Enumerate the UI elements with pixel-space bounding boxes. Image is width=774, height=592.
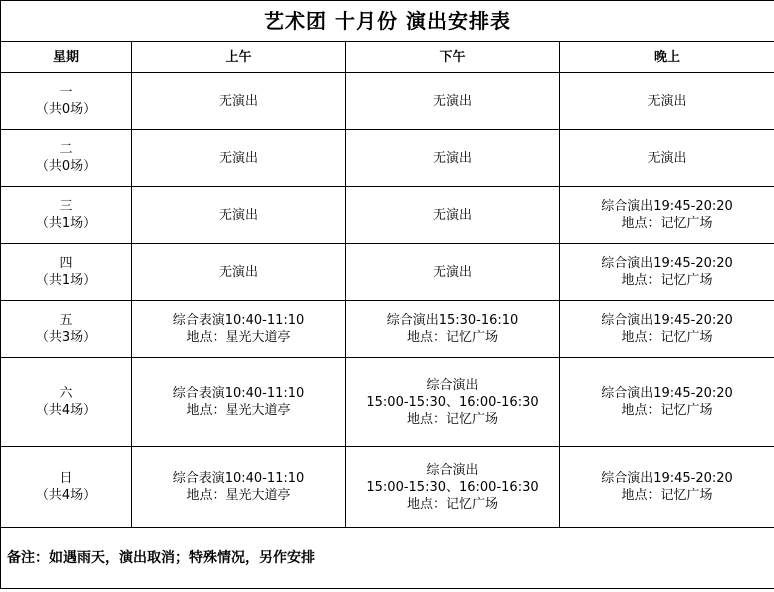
table-row [1,301,774,358]
header-evening: 晚上 [560,42,774,73]
afternoon-cell [346,301,560,358]
table-row [1,73,774,130]
morning-cell [132,187,346,244]
day-label: 二 [59,142,73,157]
day-cell [1,244,132,301]
afternoon-cell [346,187,560,244]
show-count: （共1场） [35,273,97,288]
show-count: （共4场） [35,403,97,418]
cell-line: 综合演出19:45-20:20 [601,313,733,328]
morning-cell [132,130,346,187]
table-row [1,187,774,244]
cell-line: 地点：星光大道亭 [186,488,291,503]
cell-line: 无演出 [647,93,687,109]
cell-line: 地点：记忆广场 [406,411,498,427]
show-count: （共1场） [35,216,97,231]
cell-line: 综合表演10:40-11:10 [172,386,305,401]
cell-line: 综合演出19:45-20:20 [601,386,733,401]
evening-cell [560,187,774,244]
cell-line: 无演出 [432,150,472,166]
morning-cell [132,244,346,301]
show-count: （共0场） [35,102,97,117]
cell-line: 15:00-15:30、16:00-16:30 [366,479,539,495]
day-label: 五 [59,313,73,328]
cell-line: 无演出 [432,264,472,280]
cell-line: 地点：记忆广场 [621,330,713,345]
morning-cell [132,73,346,130]
cell-line: 综合演出 [426,377,479,393]
cell-line: 地点：记忆广场 [621,273,713,288]
morning-cell [132,358,346,447]
evening-cell [560,73,774,130]
cell-line: 地点：记忆广场 [406,496,498,512]
cell-line: 无演出 [218,264,258,280]
show-count: （共0场） [35,159,97,174]
cell-line: 综合演出19:45-20:20 [601,471,733,486]
header-row [1,42,774,73]
cell-line: 综合表演10:40-11:10 [172,471,305,486]
cell-line: 无演出 [432,93,472,109]
table-row [1,244,774,301]
day-cell [1,73,132,130]
cell-line: 无演出 [218,207,258,223]
day-label: 三 [59,199,73,214]
cell-line: 无演出 [218,150,258,166]
cell-line: 地点：记忆广场 [621,216,713,231]
cell-line: 地点：星光大道亭 [186,330,291,345]
day-cell [1,301,132,358]
day-cell [1,187,132,244]
day-cell [1,447,132,528]
morning-cell [132,447,346,528]
cell-line: 综合表演10:40-11:10 [172,313,305,328]
cell-line: 综合演出15:30-16:10 [386,313,519,328]
afternoon-cell [346,447,560,528]
cell-line: 15:00-15:30、16:00-16:30 [366,394,539,410]
day-cell [1,130,132,187]
evening-cell [560,244,774,301]
morning-cell [132,301,346,358]
cell-line: 地点：记忆广场 [406,330,498,345]
cell-line: 综合演出19:45-20:20 [601,199,733,214]
evening-cell [560,358,774,447]
day-label: 一 [59,85,73,100]
show-count: （共3场） [35,330,97,345]
day-label: 四 [59,256,73,271]
evening-cell [560,447,774,528]
page-title: 艺术团 十月份 演出安排表 [1,1,774,42]
evening-cell [560,301,774,358]
cell-line: 地点：星光大道亭 [186,403,291,418]
show-count: （共4场） [35,488,97,503]
cell-line: 综合演出19:45-20:20 [601,256,733,271]
day-label: 日 [59,471,73,486]
header-day: 星期 [1,42,132,73]
day-cell [1,358,132,447]
cell-line: 地点：记忆广场 [621,403,713,418]
afternoon-cell [346,130,560,187]
afternoon-cell [346,358,560,447]
cell-line: 无演出 [432,207,472,223]
table-row [1,447,774,528]
evening-cell [560,130,774,187]
header-afternoon: 下午 [346,42,560,73]
footer-note: 备注：如遇雨天，演出取消；特殊情况，另作安排 [1,528,774,589]
cell-line: 无演出 [647,150,687,166]
cell-line: 地点：记忆广场 [621,488,713,503]
day-label: 六 [59,386,73,401]
afternoon-cell [346,73,560,130]
cell-line: 无演出 [218,93,258,109]
table-row [1,358,774,447]
afternoon-cell [346,244,560,301]
table-row [1,130,774,187]
schedule-rows [1,73,774,528]
cell-line: 综合演出 [426,462,479,478]
header-morning: 上午 [132,42,346,73]
